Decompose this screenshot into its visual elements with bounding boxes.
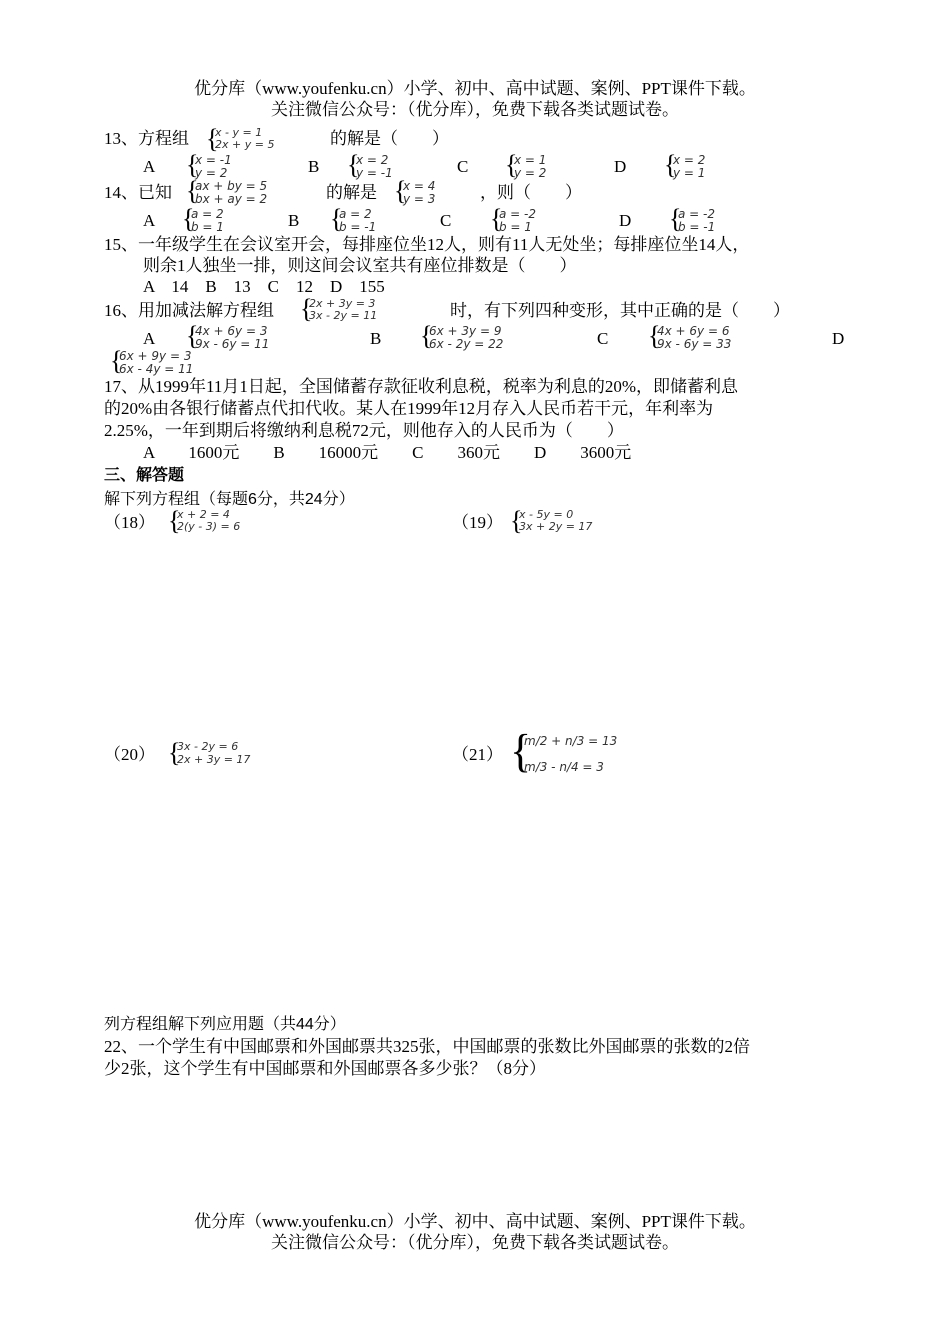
q16-option-a-letter: A: [143, 329, 156, 348]
question-13-prefix: 13、方程组: [104, 129, 189, 148]
question-22-line-2: 少2张，这个学生有中国邮票和外国邮票各多少张？（8分）: [104, 1059, 546, 1078]
q13-option-a-letter: A: [143, 157, 156, 176]
q14-option-b-letter: B: [288, 211, 300, 230]
question-15-options: A 14 B 13 C 12 D 155: [143, 277, 385, 296]
question-18-label: （18）: [104, 513, 155, 532]
question-13-suffix: 的解是（ ）: [330, 129, 449, 148]
question-14-prefix: 14、已知: [104, 183, 172, 202]
q16-option-d-letter: D: [832, 329, 845, 348]
q16-option-c-letter: C: [597, 329, 609, 348]
q14-option-a-letter: A: [143, 211, 156, 230]
question-17-options: A 1600元 B 16000元 C 360元 D 3600元: [143, 443, 632, 462]
q13-option-d-letter: D: [614, 157, 627, 176]
question-14-suffix: ，则（ ）: [480, 183, 582, 202]
section-3-title: 三、解答题: [104, 467, 185, 484]
section-3-subtitle: 解下列方程组（每题6分，共24分）: [104, 491, 355, 508]
question-16-prefix: 16、用加减法解方程组: [104, 301, 274, 320]
q14-option-c-letter: C: [440, 211, 452, 230]
question-17-line-2: 的20%由各银行储蓄点代扣代收。某人在1999年12月存入人民币若干元，年利率为: [104, 399, 714, 418]
footer-line-2: 关注微信公众号：（优分库），免费下载各类试题试卷。: [271, 1233, 679, 1252]
header-line-2: 关注微信公众号：（优分库），免费下载各类试题试卷。: [271, 100, 679, 119]
q14-option-d-letter: D: [619, 211, 632, 230]
question-19-label: （19）: [452, 513, 503, 532]
question-22-line-1: 22、一个学生有中国邮票和外国邮票共325张，中国邮票的张数比外国邮票的张数的2倍: [104, 1037, 750, 1056]
question-20-label: （20）: [104, 745, 155, 764]
q16-option-b-letter: B: [370, 329, 382, 348]
question-14-middle: 的解是: [326, 183, 377, 202]
footer-line-1: 优分库（www.youfenku.cn）小学、初中、高中试题、案例、PPT课件下载。: [194, 1212, 756, 1231]
header-line-1: 优分库（www.youfenku.cn）小学、初中、高中试题、案例、PPT课件下载。: [194, 79, 756, 98]
question-17-line-3: 2.25%，一年到期后将缴纳利息税72元，则他存入的人民币为（ ）: [104, 421, 624, 440]
q13-option-c-letter: C: [457, 157, 469, 176]
question-17-line-1: 17、从1999年11月1日起，全国储蓄存款征收利息税，税率为利息的20%，即储蓄利息: [104, 377, 739, 396]
brace-icon: {: [206, 123, 219, 154]
question-21-label: （21）: [452, 745, 503, 764]
question-15-line-2: 则余1人独坐一排，则这间会议室共有座位排数是（ ）: [143, 256, 577, 275]
section-4-title: 列方程组解下列应用题（共44分）: [104, 1016, 346, 1033]
question-16-suffix: 时，有下列四种变形，其中正确的是（ ）: [450, 301, 790, 320]
q13-option-b-letter: B: [308, 157, 320, 176]
question-15-line-1: 15、一年级学生在会议室开会，每排座位坐12人，则有11人无处坐；每排座位坐14人，: [104, 235, 750, 254]
